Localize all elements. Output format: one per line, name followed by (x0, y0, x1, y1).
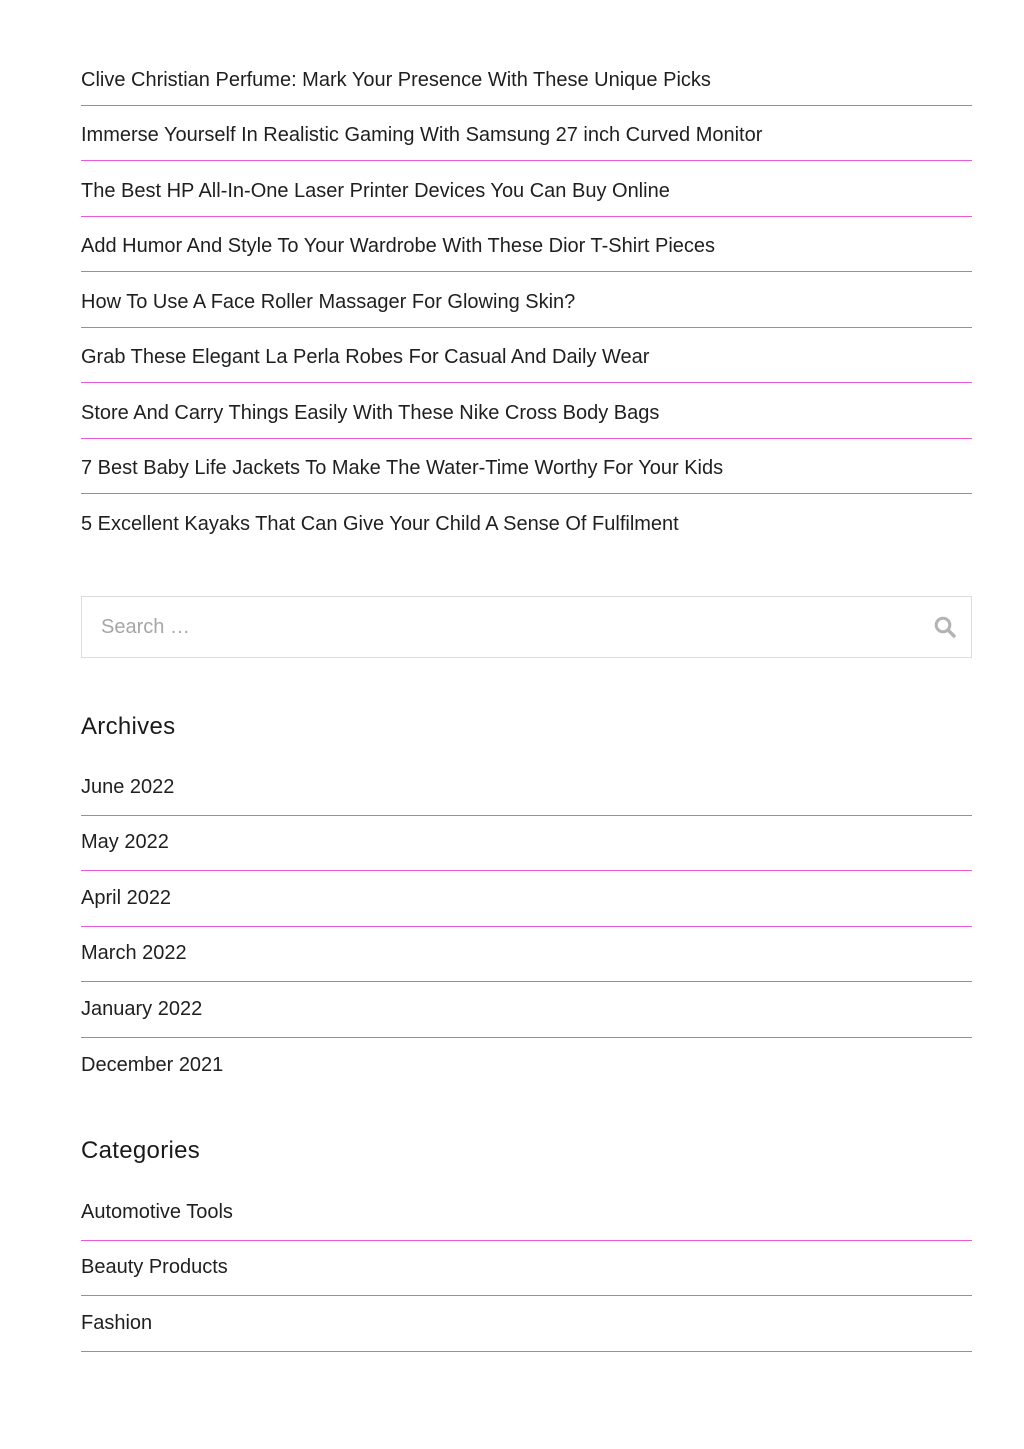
search-button[interactable] (919, 597, 971, 657)
list-item[interactable] (81, 50, 972, 106)
list-item[interactable] (81, 161, 972, 217)
list-item[interactable] (81, 816, 972, 872)
recent-posts-list (81, 50, 972, 550)
search-icon (934, 616, 956, 638)
recent-post-link[interactable]: Store And Carry Things Easily With These Nike Cross Body Bags (81, 401, 660, 424)
list-item[interactable] (81, 1038, 972, 1094)
archive-link[interactable]: April 2022 (81, 886, 172, 909)
categories-heading: Categories (81, 1137, 201, 1164)
recent-post-link[interactable]: Immerse Yourself In Realistic Gaming With Samsung 27 inch Curved Monitor (81, 124, 763, 147)
archive-link[interactable]: March 2022 (81, 942, 187, 965)
list-item[interactable] (81, 272, 972, 328)
archive-link[interactable]: December 2021 (81, 1053, 224, 1076)
list-item[interactable] (81, 1241, 972, 1297)
archives-heading: Archives (81, 713, 176, 740)
list-item[interactable] (81, 871, 972, 927)
archive-link[interactable]: June 2022 (81, 775, 175, 798)
list-item[interactable] (81, 328, 972, 384)
recent-post-link[interactable]: 7 Best Baby Life Jackets To Make The Water-Time Worthy For Your Kids (81, 457, 724, 480)
list-item[interactable] (81, 383, 972, 439)
category-link[interactable]: Automotive Tools (81, 1200, 233, 1223)
archive-link[interactable]: January 2022 (81, 997, 203, 1020)
list-item[interactable] (81, 439, 972, 495)
categories-list (81, 1185, 972, 1352)
list-item[interactable] (81, 106, 972, 162)
recent-post-link[interactable]: How To Use A Face Roller Massager For Glowing Skin? (81, 290, 576, 313)
recent-post-link[interactable]: Clive Christian Perfume: Mark Your Presence With These Unique Picks (81, 68, 711, 91)
category-link[interactable]: Fashion (81, 1311, 153, 1334)
search-input[interactable] (82, 597, 919, 657)
search-form (81, 596, 972, 658)
archive-link[interactable]: May 2022 (81, 831, 169, 854)
category-link[interactable]: Beauty Products (81, 1256, 228, 1279)
list-item[interactable] (81, 217, 972, 273)
list-item[interactable] (81, 1185, 972, 1241)
recent-post-link[interactable]: The Best HP All-In-One Laser Printer Devices You Can Buy Online (81, 179, 670, 202)
archives-list (81, 760, 972, 1093)
list-item[interactable] (81, 494, 972, 550)
list-item[interactable] (81, 1296, 972, 1352)
recent-post-link[interactable]: Add Humor And Style To Your Wardrobe With These Dior T-Shirt Pieces (81, 235, 716, 258)
list-item[interactable] (81, 760, 972, 816)
list-item[interactable] (81, 982, 972, 1038)
list-item[interactable] (81, 927, 972, 983)
recent-post-link[interactable]: Grab These Elegant La Perla Robes For Casual And Daily Wear (81, 346, 650, 369)
recent-post-link[interactable]: 5 Excellent Kayaks That Can Give Your Child A Sense Of Fulfilment (81, 513, 679, 536)
